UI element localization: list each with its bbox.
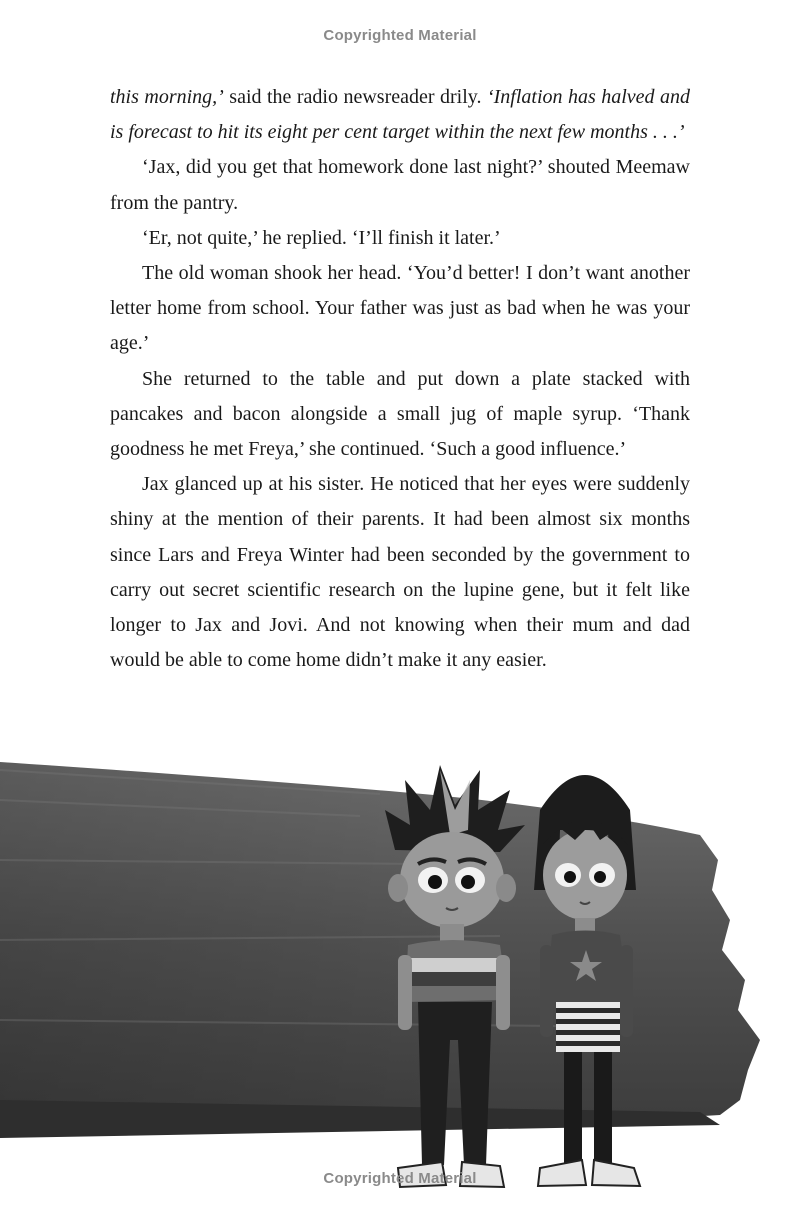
text-segment: ‘Jax, did you get that homework done last night?’ shouted Meemaw from the pantry. (110, 156, 690, 214)
text-segment: The old woman shook her head. ‘You’d better! I don’t want another letter home from school. Your father was just as bad when he was your age.’ (110, 262, 690, 355)
text-segment: Jax glanced up at his sister. He noticed that her eyes were suddenly shiny at the mention of their parents. It had been almost six months since Lars and Freya Winter had been seconded by the government to carry out secret scientific research on the lupine gene, but it felt like longer to Jax and Jovi. And not knowing when their mum and dad would be able to come home didn’t make it any easier. (110, 473, 690, 672)
body-paragraph (110, 362, 690, 468)
text-segment: She returned to the table and put down a plate stacked with pancakes and bacon alongside a small jug of maple syrup. ‘Thank goodness he met Freya,’ she continued. ‘Such a good influence.’ (110, 367, 690, 461)
body-paragraph (110, 467, 690, 678)
illustration-jax-and-jovi (0, 740, 800, 1213)
body-paragraph (110, 256, 690, 362)
italic-text-segment: this morning,’ (110, 86, 224, 108)
italic-text-segment: ‘Inflation has halved and is forecast to hit its eight per cent target within the next few months . . .’ (110, 86, 691, 144)
copyright-watermark-top: Copyrighted Material (323, 27, 477, 44)
body-paragraph (110, 80, 690, 150)
copyright-watermark-bottom: Copyrighted Material (323, 1170, 477, 1187)
brush-stroke-background (0, 762, 760, 1138)
text-segment: ‘Er, not quite,’ he replied. ‘I’ll finish it later.’ (142, 226, 501, 249)
page-body-text (110, 80, 690, 678)
body-paragraph (110, 150, 690, 220)
text-segment: said the radio newsreader drily. (223, 86, 487, 108)
body-paragraph (110, 221, 690, 256)
